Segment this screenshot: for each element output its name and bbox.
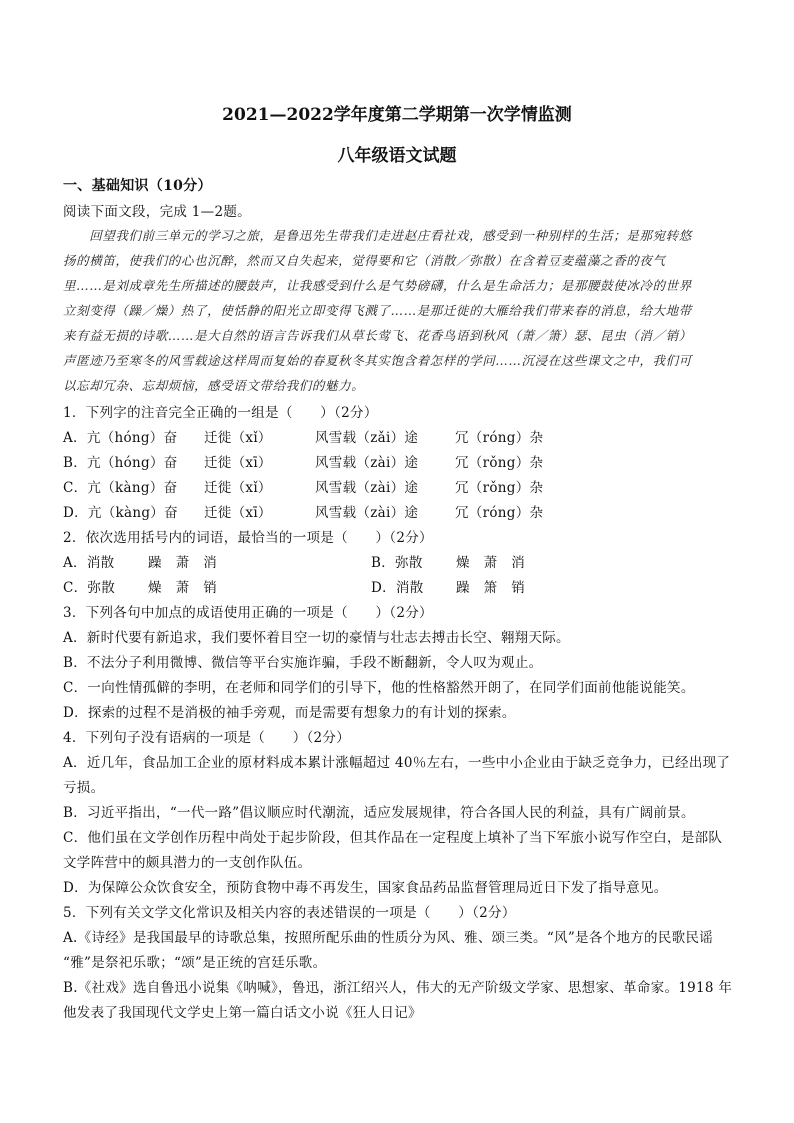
reading-instruction: 阅读下面文段，完成 1—2题。 xyxy=(63,204,251,220)
option-d: D．为保障公众饮食安全，预防食物中毒不再发生，国家食品药品监督管理局近日下发了指导意见。 xyxy=(63,880,668,896)
option-a-word1: A．亢（hóng）奋 xyxy=(63,430,178,446)
option-a: A．新时代要有新追求，我们要怀着目空一切的豪情与壮志去搏击长空、翱翔天际。 xyxy=(63,630,570,646)
option-d-word: D．消散 xyxy=(371,580,424,596)
option-b: B．习近平指出，“一代一路”倡议顺应时代潮流，适应发展规律，符合各国人民的利益，具有广阔前景。 xyxy=(63,805,695,821)
option-a-line1: A.《诗经》是我国最早的诗歌总集，按照所配乐曲的性质分为风、雅、颂三类。“风”是各个地方的民歌民谣 xyxy=(63,930,714,946)
option-a-word3: 风雪载（zǎi）途 xyxy=(315,430,419,446)
option-b-word3: 风雪载（zài）途 xyxy=(315,455,419,471)
section-heading: 一、基础知识（10分） xyxy=(63,178,212,194)
passage-line: 声匿迹乃至寒冬的风雪载途这样周而复始的春夏秋冬其实饱含着怎样的学问……沉浸在这些课文之中，我们可 xyxy=(63,353,692,368)
option-c-word: C．弥散 xyxy=(63,580,116,596)
option-c-chars: 燥 萧 销 xyxy=(148,580,217,596)
option-b: B．不法分子利用微博、微信等平台实施诈骗，手段不断翻新，令人叹为观止。 xyxy=(63,655,543,671)
option-a-word: A．消散 xyxy=(63,555,115,571)
option-d-word3: 风雪载（zài）途 xyxy=(315,505,419,521)
question-stem: 3．下列各句中加点的成语使用正确的一项是（ ）（2分） xyxy=(63,605,433,621)
option-d: D．探索的过程不是消极的袖手旁观，而是需要有想象力的有计划的探索。 xyxy=(63,705,516,721)
option-c: C．一向性情孤僻的李明，在老师和同学们的引导下，他的性格豁然开朗了，在同学们面前他能说能笑。 xyxy=(63,680,695,696)
passage-line: 以忘却冗杂、忘却烦恼，感受语文带给我们的魅力。 xyxy=(63,378,365,393)
option-a-word2: 迁徙（xǐ） xyxy=(204,430,272,446)
passage-line: 来有益无损的诗歌……是大自然的语言告诉我们从草长莺飞、花香鸟语到秋风（萧／箫）瑟、昆虫（消／销） xyxy=(63,328,692,343)
option-a-line1: A．近几年，食品加工企业的原材料成本累计涨幅超过 40％左右，一些中小企业由于缺乏竞争力，已经出现了 xyxy=(63,755,731,771)
question-stem: 4．下列句子没有语病的一项是（ ）（2分） xyxy=(63,730,351,746)
option-a-line2: “雅”是祭祀乐歌；“颂”是正统的宫廷乐歌。 xyxy=(63,955,327,971)
option-a-line2: 亏损。 xyxy=(63,780,105,796)
question-stem: 1．下列字的注音完全正确的一组是（ ）（2分） xyxy=(63,405,378,421)
option-c-word3: 风雪载（zài）途 xyxy=(315,480,419,496)
option-d-chars: 躁 箫 销 xyxy=(456,580,525,596)
option-b-word: B．弥散 xyxy=(371,555,423,571)
passage-line: 里……是刘成章先生所描述的腰鼓声，让我感受到什么是气势磅礴，什么是生命活力；是那腰鼓使冰冷的世界 xyxy=(63,278,692,293)
option-b-word4: 冗（rǒng）杂 xyxy=(455,455,544,471)
option-c-word2: 迁徙（xǐ） xyxy=(204,480,272,496)
option-a-word4: 冗（róng）杂 xyxy=(455,430,544,446)
exam-title: 2021—2022学年度第二学期第一次学情监测 xyxy=(222,105,572,125)
option-c-line1: C．他们虽在文学创作历程中尚处于起步阶段，但其作品在一定程度上填补了当下军旅小说写作空白，是部队 xyxy=(63,830,723,846)
option-d-word2: 迁徙（xī） xyxy=(204,505,272,521)
option-b-line2: 他发表了我国现代文学史上第一篇白话文小说《狂人日记》 xyxy=(63,1005,422,1021)
option-b-line1: B.《社戏》选自鲁迅小说集《呐喊》，鲁迅，浙江绍兴人，伟大的无产阶级文学家、思想家、革命家。1918 年 xyxy=(63,980,733,996)
option-c-line2: 文学阵营中的颇具潜力的一支创作队伍。 xyxy=(63,855,312,871)
passage-line: 回望我们前三单元的学习之旅，是鲁迅先生带我们走进赵庄看社戏，感受到一种别样的生活；是那宛转悠 xyxy=(63,228,692,243)
option-a-chars: 躁 萧 消 xyxy=(148,555,217,571)
option-d-word1: D．亢（kàng）奋 xyxy=(63,505,178,521)
exam-subtitle: 八年级语文试题 xyxy=(337,146,457,166)
option-d-word4: 冗（róng）杂 xyxy=(455,505,544,521)
question-stem: 2．依次选用括号内的词语，最恰当的一项是（ ）（2分） xyxy=(63,530,433,546)
option-c-word1: C．亢（kàng）奋 xyxy=(63,480,178,496)
question-stem: 5．下列有关文学文化常识及相关内容的表述错误的一项是（ ）（2分） xyxy=(63,905,516,921)
option-b-word1: B．亢（hóng）奋 xyxy=(63,455,178,471)
option-c-word4: 冗（rǒng）杂 xyxy=(455,480,544,496)
passage-line: 立刻变得（躁／燥）热了，使恬静的阳光立即变得飞溅了……是那迁徙的大雁给我们带来春的消息，给大地带 xyxy=(63,303,692,318)
option-b-chars: 燥 萧 消 xyxy=(456,555,525,571)
option-b-word2: 迁徙（xī） xyxy=(204,455,272,471)
passage-line: 扬的横笛，使我们的心也沉醉，然而又自失起来，觉得要和它（消散／弥散）在含着豆麦蕴藻之香的夜气 xyxy=(63,253,666,268)
